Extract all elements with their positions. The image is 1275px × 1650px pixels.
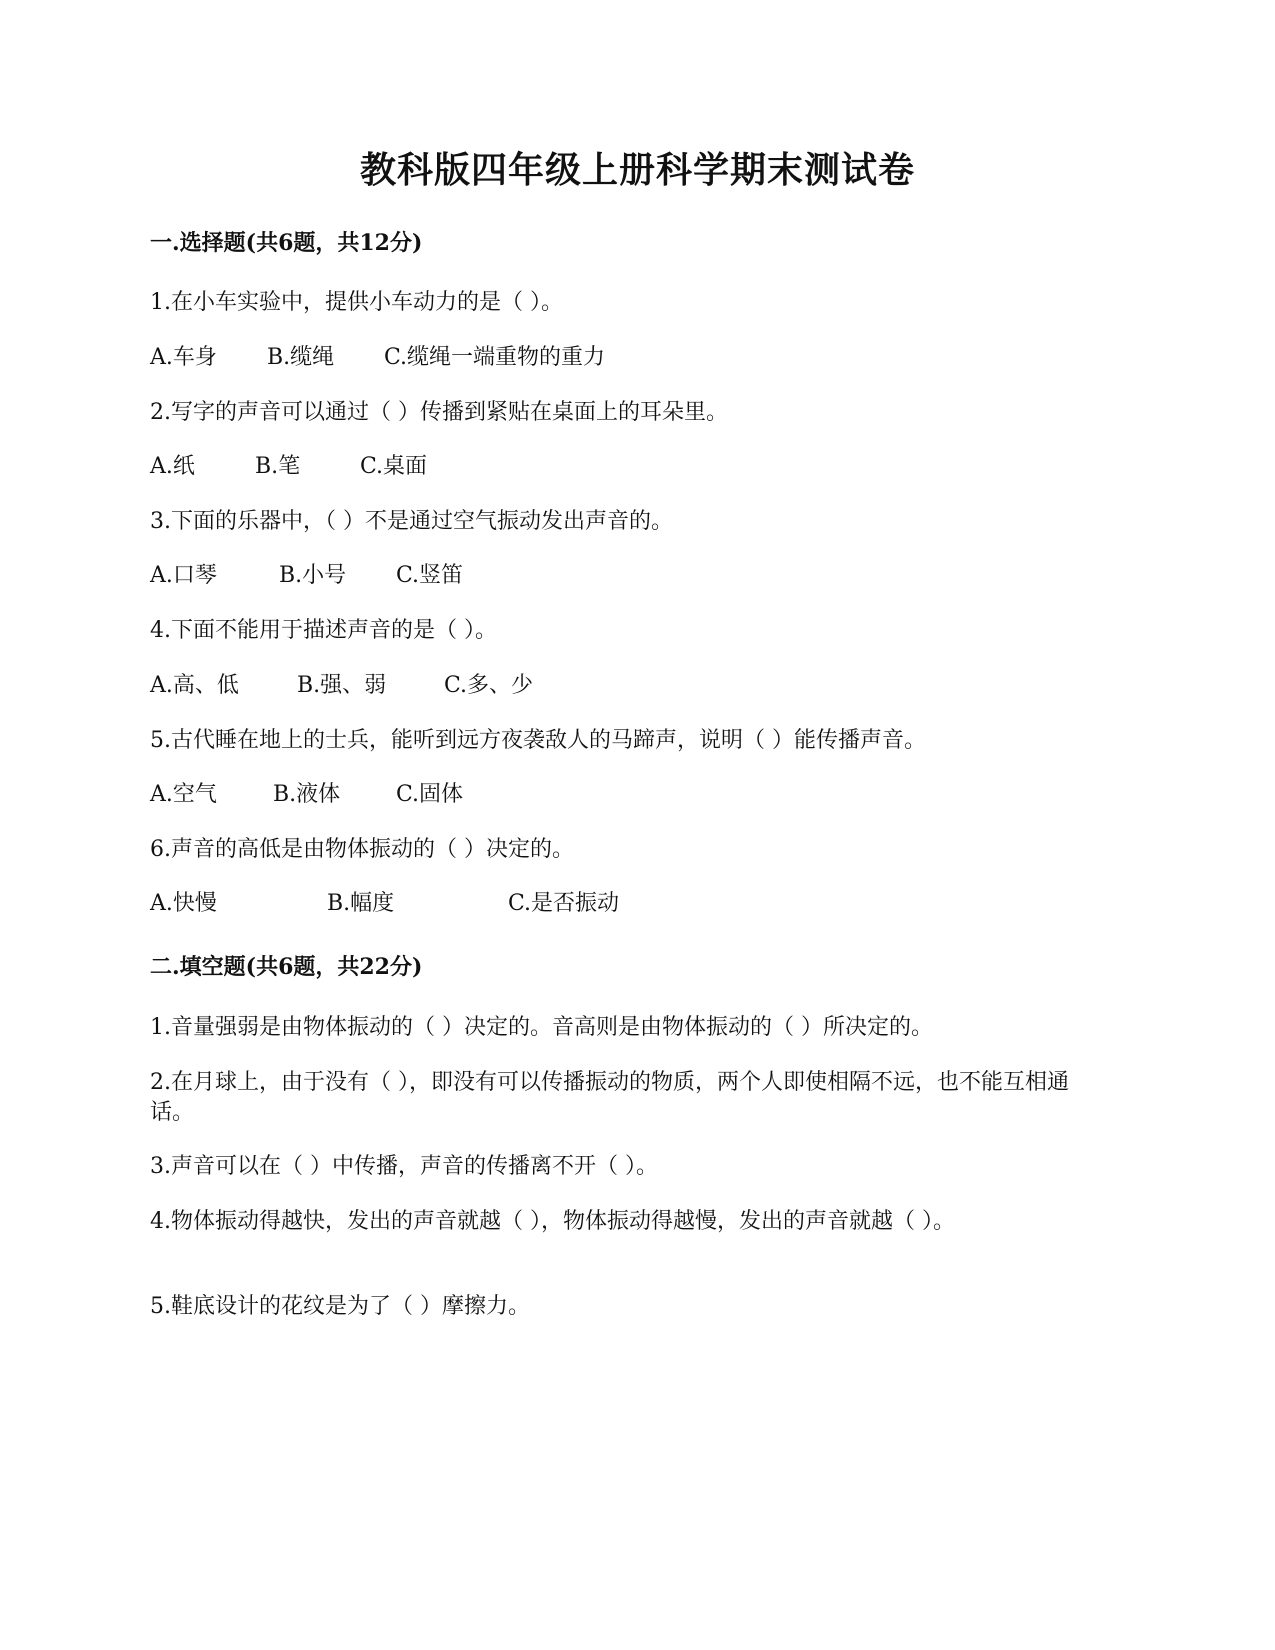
section-heading-fill: 二.填空题(共6题，共22分)	[150, 954, 423, 980]
option-b: B.笔	[255, 454, 301, 479]
choice-question-6: 6.声音的高低是由物体振动的（ ）决定的。	[150, 837, 574, 862]
option-a: A.车身	[150, 345, 217, 370]
option-c: C.固体	[396, 782, 464, 807]
option-c: C.缆绳一端重物的重力	[384, 345, 606, 370]
choice-question-3: 3.下面的乐器中，（ ）不是通过空气振动发出声音的。	[150, 509, 673, 534]
option-b: B.液体	[273, 782, 341, 807]
option-b: B.幅度	[327, 891, 395, 916]
option-c: C.桌面	[360, 454, 428, 479]
option-a: A.高、低	[150, 673, 239, 698]
choice-question-4: 4.下面不能用于描述声音的是（ ）。	[150, 618, 497, 643]
option-b: B.强、弱	[297, 673, 387, 698]
fill-question-1: 1.音量强弱是由物体振动的（ ）决定的。音高则是由物体振动的（ ）所决定的。	[150, 1015, 933, 1040]
option-a: A.纸	[150, 454, 195, 479]
option-c: C.是否振动	[508, 891, 620, 916]
fill-question-4: 4.物体振动得越快，发出的声音就越（ ），物体振动得越慢，发出的声音就越（ ）。	[150, 1209, 955, 1234]
option-c: C.竖笛	[396, 563, 464, 588]
section-heading-choice: 一.选择题(共6题，共12分)	[150, 230, 423, 256]
option-a: A.口琴	[150, 563, 217, 588]
option-b: B.缆绳	[267, 345, 335, 370]
choice-question-2: 2.写字的声音可以通过（ ）传播到紧贴在桌面上的耳朵里。	[150, 400, 728, 425]
page-title: 教科版四年级上册科学期末测试卷	[359, 149, 915, 191]
choice-question-1: 1.在小车实验中，提供小车动力的是（ ）。	[150, 290, 563, 315]
option-a: A.空气	[150, 782, 217, 807]
option-a: A.快慢	[150, 891, 217, 916]
fill-question-3: 3.声音可以在（ ）中传播，声音的传播离不开（ ）。	[150, 1154, 658, 1179]
choice-question-5: 5.古代睡在地上的士兵，能听到远方夜袭敌人的马蹄声，说明（ ）能传播声音。	[150, 728, 926, 753]
fill-question-2: 2.在月球上，由于没有（ ），即没有可以传播振动的物质，两个人即使相隔不远，也不能互相通话。	[150, 1070, 1069, 1125]
option-b: B.小号	[279, 563, 347, 588]
option-c: C.多、少	[444, 673, 534, 698]
fill-question-5: 5.鞋底设计的花纹是为了（ ）摩擦力。	[150, 1294, 530, 1319]
